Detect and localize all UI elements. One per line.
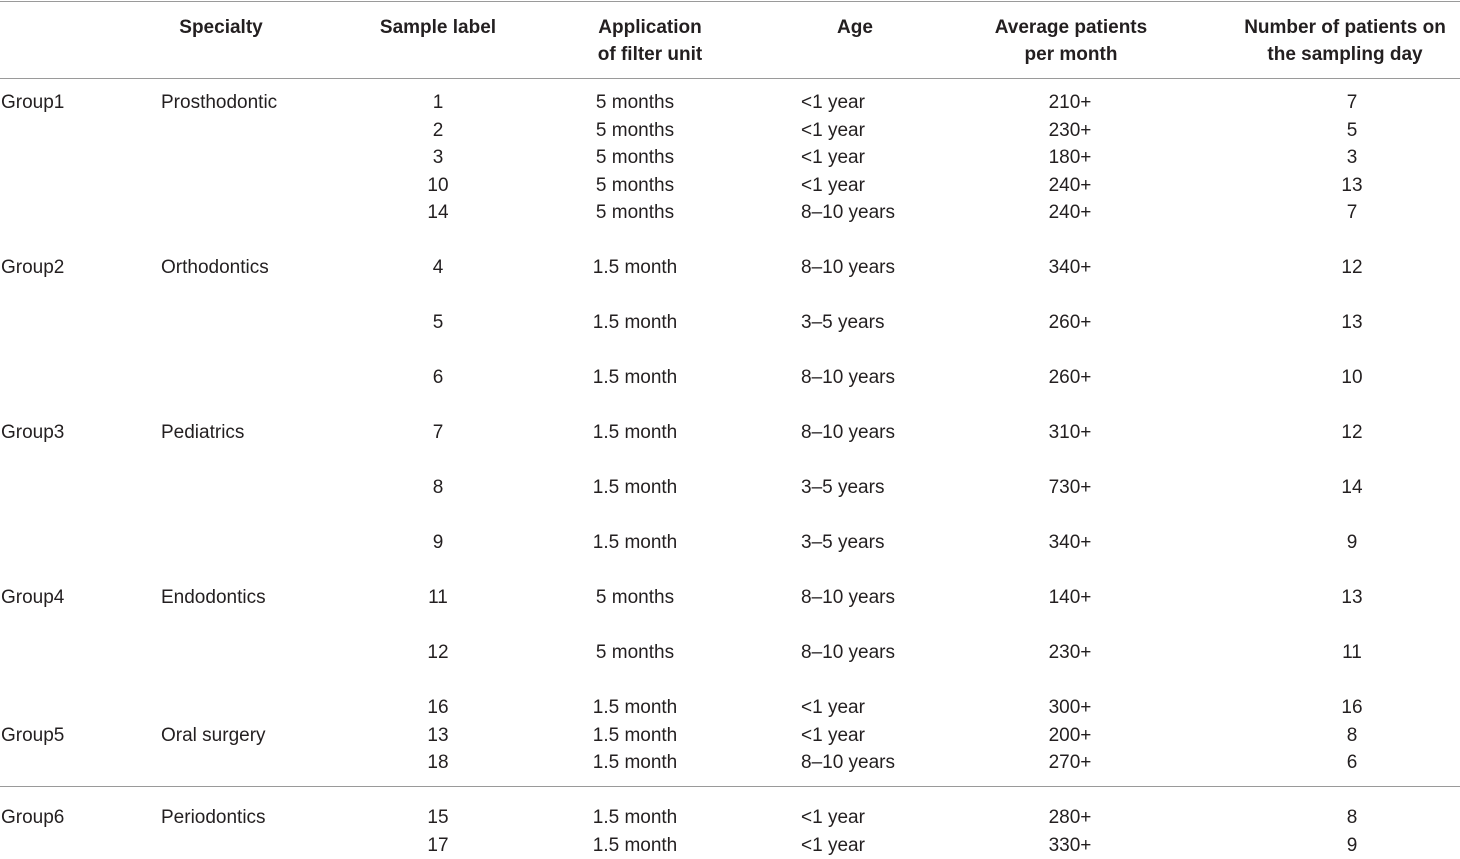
- sample-label-cell: 10: [398, 172, 478, 200]
- num-patients-cell: 6: [1300, 749, 1404, 777]
- num-patients-cell: 5: [1300, 117, 1404, 145]
- num-patients-cell: 7: [1300, 89, 1404, 117]
- application-cell: 5 months: [560, 144, 710, 172]
- header-age: Age: [800, 14, 910, 41]
- avg-patients-cell: 730+: [1000, 474, 1140, 502]
- application-cell: 1.5 month: [560, 419, 710, 447]
- header-application: Application of filter unit: [570, 14, 730, 68]
- application-cell: 5 months: [560, 199, 710, 227]
- sample-label-cell: 17: [398, 832, 478, 859]
- avg-patients-cell: 330+: [1000, 832, 1140, 859]
- num-patients-cell: 13: [1300, 584, 1404, 612]
- num-patients-cell: 11: [1300, 639, 1404, 667]
- sample-label-cell: 1: [398, 89, 478, 117]
- avg-patients-cell: 280+: [1000, 804, 1140, 832]
- num-patients-cell: 9: [1300, 529, 1404, 557]
- bottom-rule: [0, 786, 1460, 787]
- application-cell: 1.5 month: [560, 749, 710, 777]
- age-cell: 8–10 years: [801, 749, 911, 777]
- group-cell: Group4: [1, 584, 64, 612]
- header-num-patients: Number of patients on the sampling day: [1232, 14, 1458, 68]
- specialty-cell: Oral surgery: [161, 722, 266, 750]
- application-cell: 1.5 month: [560, 694, 710, 722]
- header-rule: [0, 78, 1460, 79]
- header-sample-label: Sample label: [368, 14, 508, 41]
- sample-label-cell: 13: [398, 722, 478, 750]
- application-cell: 1.5 month: [560, 804, 710, 832]
- age-cell: <1 year: [801, 172, 911, 200]
- age-cell: 8–10 years: [801, 364, 911, 392]
- application-cell: 1.5 month: [560, 309, 710, 337]
- num-patients-cell: 10: [1300, 364, 1404, 392]
- age-cell: 3–5 years: [801, 309, 911, 337]
- group-cell: Group3: [1, 419, 64, 447]
- avg-patients-cell: 230+: [1000, 117, 1140, 145]
- group-cell: Group1: [1, 89, 64, 117]
- application-cell: 5 months: [560, 117, 710, 145]
- age-cell: <1 year: [801, 144, 911, 172]
- specialty-cell: Endodontics: [161, 584, 266, 612]
- application-cell: 5 months: [560, 584, 710, 612]
- header-avg-patients: Average patients per month: [976, 14, 1166, 68]
- age-cell: 8–10 years: [801, 199, 911, 227]
- num-patients-cell: 8: [1300, 722, 1404, 750]
- num-patients-cell: 14: [1300, 474, 1404, 502]
- avg-patients-cell: 140+: [1000, 584, 1140, 612]
- avg-patients-cell: 260+: [1000, 309, 1140, 337]
- sample-label-cell: 16: [398, 694, 478, 722]
- sample-label-cell: 11: [398, 584, 478, 612]
- sample-label-cell: 6: [398, 364, 478, 392]
- age-cell: 8–10 years: [801, 639, 911, 667]
- application-cell: 1.5 month: [560, 832, 710, 859]
- sample-label-cell: 9: [398, 529, 478, 557]
- num-patients-cell: 12: [1300, 254, 1404, 282]
- application-cell: 1.5 month: [560, 474, 710, 502]
- num-patients-cell: 13: [1300, 309, 1404, 337]
- age-cell: 3–5 years: [801, 529, 911, 557]
- num-patients-cell: 3: [1300, 144, 1404, 172]
- sample-label-cell: 4: [398, 254, 478, 282]
- sample-label-cell: 5: [398, 309, 478, 337]
- sample-label-cell: 14: [398, 199, 478, 227]
- avg-patients-cell: 260+: [1000, 364, 1140, 392]
- specialty-cell: Orthodontics: [161, 254, 269, 282]
- application-cell: 1.5 month: [560, 254, 710, 282]
- age-cell: 8–10 years: [801, 584, 911, 612]
- avg-patients-cell: 210+: [1000, 89, 1140, 117]
- avg-patients-cell: 180+: [1000, 144, 1140, 172]
- num-patients-cell: 16: [1300, 694, 1404, 722]
- avg-patients-cell: 200+: [1000, 722, 1140, 750]
- specialty-cell: Periodontics: [161, 804, 266, 832]
- group-cell: Group5: [1, 722, 64, 750]
- age-cell: 3–5 years: [801, 474, 911, 502]
- age-cell: 8–10 years: [801, 419, 911, 447]
- num-patients-cell: 7: [1300, 199, 1404, 227]
- sample-label-cell: 15: [398, 804, 478, 832]
- specialty-cell: Pediatrics: [161, 419, 244, 447]
- avg-patients-cell: 230+: [1000, 639, 1140, 667]
- avg-patients-cell: 340+: [1000, 529, 1140, 557]
- age-cell: <1 year: [801, 832, 911, 859]
- avg-patients-cell: 270+: [1000, 749, 1140, 777]
- sample-label-cell: 8: [398, 474, 478, 502]
- sample-label-cell: 2: [398, 117, 478, 145]
- application-cell: 5 months: [560, 89, 710, 117]
- avg-patients-cell: 310+: [1000, 419, 1140, 447]
- header-specialty: Specialty: [160, 14, 282, 41]
- avg-patients-cell: 240+: [1000, 172, 1140, 200]
- age-cell: <1 year: [801, 89, 911, 117]
- sample-label-cell: 18: [398, 749, 478, 777]
- age-cell: <1 year: [801, 722, 911, 750]
- top-rule: [0, 1, 1460, 2]
- sample-label-cell: 3: [398, 144, 478, 172]
- avg-patients-cell: 240+: [1000, 199, 1140, 227]
- age-cell: 8–10 years: [801, 254, 911, 282]
- sample-label-cell: 7: [398, 419, 478, 447]
- application-cell: 1.5 month: [560, 364, 710, 392]
- age-cell: <1 year: [801, 804, 911, 832]
- application-cell: 1.5 month: [560, 529, 710, 557]
- application-cell: 1.5 month: [560, 722, 710, 750]
- age-cell: <1 year: [801, 694, 911, 722]
- application-cell: 5 months: [560, 639, 710, 667]
- avg-patients-cell: 300+: [1000, 694, 1140, 722]
- num-patients-cell: 9: [1300, 832, 1404, 859]
- specialty-cell: Prosthodontic: [161, 89, 277, 117]
- num-patients-cell: 8: [1300, 804, 1404, 832]
- application-cell: 5 months: [560, 172, 710, 200]
- num-patients-cell: 13: [1300, 172, 1404, 200]
- group-cell: Group2: [1, 254, 64, 282]
- avg-patients-cell: 340+: [1000, 254, 1140, 282]
- sample-label-cell: 12: [398, 639, 478, 667]
- group-cell: Group6: [1, 804, 64, 832]
- num-patients-cell: 12: [1300, 419, 1404, 447]
- age-cell: <1 year: [801, 117, 911, 145]
